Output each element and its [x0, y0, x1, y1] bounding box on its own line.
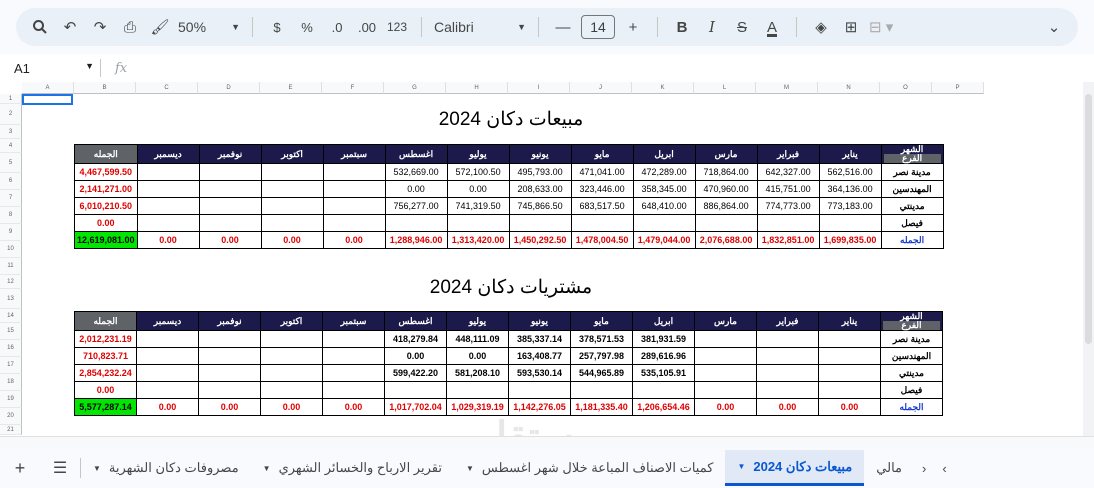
column-header-cell[interactable]: اغسطس	[385, 312, 447, 331]
month-total-cell[interactable]: 1,479,044.00	[633, 232, 695, 249]
data-cell[interactable]: 745,866.50	[509, 198, 571, 215]
month-total-cell[interactable]: 1,017,702.04	[385, 399, 447, 416]
zoom-select[interactable]	[178, 14, 240, 40]
all-sheets-menu-icon[interactable]: ☰	[52, 460, 68, 477]
borders-icon[interactable]: ⊞	[844, 19, 858, 36]
chevron-down-icon: ▼	[737, 462, 746, 471]
row-header[interactable]: 15	[0, 323, 22, 340]
totals-label-cell[interactable]: الجمله	[881, 232, 943, 249]
data-cell[interactable]	[757, 331, 819, 348]
name-box[interactable]	[0, 61, 100, 76]
data-cell[interactable]	[695, 382, 757, 399]
data-cell[interactable]	[199, 198, 261, 215]
row-header[interactable]: 10	[0, 241, 22, 258]
month-total-cell[interactable]: 1,313,420.00	[447, 232, 509, 249]
row-header[interactable]: 19	[0, 391, 22, 408]
data-cell[interactable]	[323, 215, 385, 232]
column-header[interactable]: A	[22, 82, 74, 94]
italic-button[interactable]: I	[709, 18, 715, 36]
data-cell[interactable]	[261, 348, 323, 365]
vertical-scrollbar[interactable]	[1083, 82, 1094, 436]
column-header-cell[interactable]: اكتوبر	[261, 145, 323, 164]
data-cell[interactable]	[261, 382, 323, 399]
data-cell[interactable]: 544,965.89	[571, 365, 633, 382]
font-size-decrease-button[interactable]: —	[555, 18, 571, 36]
corner-cell[interactable]	[881, 145, 943, 164]
sales-title: مبيعات دكان 2024	[438, 109, 584, 130]
data-cell[interactable]	[757, 382, 819, 399]
sheet-tabs-bar	[0, 448, 1094, 488]
tab-financial[interactable]	[864, 450, 914, 486]
font-size-input[interactable]: 14	[581, 15, 615, 39]
table-row	[75, 164, 944, 181]
row-header[interactable]: 3	[0, 125, 22, 139]
row-header[interactable]: 5	[0, 153, 22, 173]
data-cell[interactable]: 532,669.00	[385, 164, 447, 181]
data-cell[interactable]: 581,208.10	[447, 365, 509, 382]
chevron-down-icon: ▼	[231, 22, 240, 32]
column-header-cell[interactable]: نوفمبر	[199, 312, 261, 331]
divider	[538, 17, 539, 37]
tab-profit-loss[interactable]	[251, 450, 454, 486]
data-cell[interactable]	[819, 348, 881, 365]
column-header-cell[interactable]: مايو	[571, 312, 633, 331]
month-total-cell[interactable]: 0.00	[323, 399, 385, 416]
data-cell[interactable]: 593,530.14	[509, 365, 571, 382]
month-total-cell[interactable]: 1,288,946.00	[385, 232, 447, 249]
data-cell[interactable]	[199, 215, 261, 232]
column-header[interactable]: L	[694, 82, 756, 94]
add-sheet-button[interactable]: +	[14, 457, 26, 478]
column-header-cell[interactable]: يوليو	[447, 145, 509, 164]
data-cell[interactable]	[261, 164, 323, 181]
row-header[interactable]: 11	[0, 258, 22, 275]
font-name: Calibri	[434, 19, 474, 35]
row-header[interactable]: 20	[0, 408, 22, 425]
column-header-cell[interactable]: ابريل	[633, 312, 695, 331]
branch-cell[interactable]: مدينتي	[881, 198, 943, 215]
row-header[interactable]: 17	[0, 357, 22, 374]
month-total-cell[interactable]: 0.00	[261, 399, 323, 416]
data-cell[interactable]	[509, 382, 571, 399]
data-cell[interactable]: 886,864.00	[695, 198, 757, 215]
row-header[interactable]: 13	[0, 289, 22, 309]
data-cell[interactable]	[137, 331, 199, 348]
data-cell[interactable]: 756,277.00	[385, 198, 447, 215]
column-header[interactable]: B	[74, 82, 136, 94]
column-header-cell[interactable]: يونيو	[509, 145, 571, 164]
font-size-increase-button[interactable]: +	[628, 18, 638, 36]
collapse-toolbar-icon[interactable]: ⌄	[1047, 19, 1061, 36]
data-cell[interactable]	[695, 331, 757, 348]
table-row	[75, 382, 943, 399]
data-cell[interactable]	[137, 215, 199, 232]
tab-label: مبيعات دكان 2024	[753, 458, 853, 474]
column-header[interactable]: G	[384, 82, 446, 94]
data-cell[interactable]: 381,931.59	[633, 331, 695, 348]
row-header[interactable]: 6	[0, 173, 22, 190]
column-header-cell[interactable]: يوليو	[447, 312, 509, 331]
data-cell[interactable]: 495,793.00	[509, 164, 571, 181]
row-header[interactable]: 14	[0, 309, 22, 323]
data-cell[interactable]: 358,345.00	[633, 181, 695, 198]
month-total-cell[interactable]: 0.00	[323, 232, 385, 249]
month-total-cell[interactable]: 1,181,335.40	[571, 399, 633, 416]
tab-label: مصروفات دكان الشهرية	[108, 460, 239, 475]
row-header[interactable]: 12	[0, 275, 22, 289]
column-header[interactable]: J	[570, 82, 632, 94]
bold-button[interactable]: B	[676, 18, 688, 36]
paint-format-icon[interactable]: 🖌	[150, 19, 170, 36]
header-row	[75, 312, 943, 331]
data-cell[interactable]	[757, 348, 819, 365]
scroll-thumb[interactable]	[1085, 94, 1092, 344]
column-header-cell[interactable]: الجمله	[75, 145, 138, 164]
search-menus-icon[interactable]	[28, 14, 52, 40]
data-cell[interactable]: 471,041.00	[571, 164, 633, 181]
data-cell[interactable]	[323, 164, 385, 181]
toolbar	[16, 8, 1078, 46]
percent-format-button[interactable]: %	[301, 19, 313, 35]
data-cell[interactable]	[571, 382, 633, 399]
data-cell[interactable]: 0.00	[447, 348, 509, 365]
month-total-cell[interactable]: 1,699,835.00	[819, 232, 881, 249]
divider	[657, 17, 658, 37]
data-cell[interactable]	[323, 198, 385, 215]
grand-total-cell[interactable]: 12,619,081.00	[75, 232, 138, 249]
data-cell[interactable]	[137, 382, 199, 399]
data-cell[interactable]	[261, 198, 323, 215]
column-header-cell[interactable]: ديسمبر	[137, 312, 199, 331]
table-row	[75, 331, 943, 348]
scroll-tabs-left-icon[interactable]: ‹	[922, 460, 927, 476]
divider	[252, 17, 253, 37]
column-header-cell[interactable]: مارس	[695, 145, 757, 164]
currency-format-button[interactable]: $	[273, 19, 281, 35]
data-cell[interactable]	[199, 382, 261, 399]
data-cell[interactable]: 718,864.00	[695, 164, 757, 181]
column-header-cell[interactable]: سبتمبر	[323, 312, 385, 331]
column-header-cell[interactable]: مارس	[695, 312, 757, 331]
month-total-cell[interactable]: 0.00	[137, 399, 199, 416]
data-cell[interactable]: 642,327.00	[757, 164, 819, 181]
month-total-cell[interactable]: 1,142,276.05	[509, 399, 571, 416]
data-cell[interactable]: 364,136.00	[819, 181, 881, 198]
scroll-tabs-right-icon[interactable]: ›	[942, 460, 947, 476]
data-cell[interactable]: 323,446.00	[571, 181, 633, 198]
tab-label: تقرير الارباح والخسائر الشهري	[278, 460, 442, 475]
row-total-cell[interactable]: 2,854,232.24	[75, 365, 137, 382]
branch-cell[interactable]: مدينة نصر	[881, 164, 943, 181]
month-total-cell[interactable]: 0.00	[819, 399, 881, 416]
totals-row	[75, 232, 944, 249]
data-cell[interactable]	[695, 365, 757, 382]
data-cell[interactable]: 418,279.84	[385, 331, 447, 348]
fill-color-icon[interactable]: ◈	[815, 19, 827, 36]
row-header[interactable]: 2	[0, 104, 22, 125]
column-header-cell[interactable]: يونيو	[509, 312, 571, 331]
corner-cell[interactable]	[881, 312, 943, 331]
month-total-cell[interactable]: 1,478,004.50	[571, 232, 633, 249]
table-row	[75, 365, 943, 382]
redo-icon[interactable]: ↷	[93, 19, 107, 36]
column-header[interactable]: O	[880, 82, 932, 94]
data-cell[interactable]: 599,422.20	[385, 365, 447, 382]
row-total-cell[interactable]: 0.00	[75, 382, 137, 399]
data-cell[interactable]	[137, 164, 199, 181]
data-cell[interactable]: 378,571.53	[571, 331, 633, 348]
data-cell[interactable]: 448,111.09	[447, 331, 509, 348]
data-cell[interactable]	[819, 331, 881, 348]
row-total-cell[interactable]: 4,467,599.50	[75, 164, 138, 181]
column-header-cell[interactable]: الجمله	[75, 312, 137, 331]
table-row	[75, 198, 944, 215]
grand-total-cell[interactable]: 5,577,287.14	[75, 399, 137, 416]
data-cell[interactable]	[385, 215, 447, 232]
data-cell[interactable]	[509, 215, 571, 232]
data-cell[interactable]: 683,517.50	[571, 198, 633, 215]
undo-icon[interactable]: ↶	[63, 19, 77, 36]
data-cell[interactable]	[385, 382, 447, 399]
data-cell[interactable]: 415,751.00	[757, 181, 819, 198]
tab-quantities[interactable]	[454, 450, 725, 486]
header-row	[75, 145, 944, 164]
data-cell[interactable]: 208,633.00	[509, 181, 571, 198]
data-cell[interactable]	[819, 365, 881, 382]
data-cell[interactable]	[695, 215, 757, 232]
data-cell[interactable]	[633, 382, 695, 399]
month-total-cell[interactable]: 0.00	[199, 232, 261, 249]
month-total-cell[interactable]: 0.00	[261, 232, 323, 249]
column-header-cell[interactable]: نوفمبر	[199, 145, 261, 164]
divider	[796, 17, 797, 37]
data-cell[interactable]	[323, 365, 385, 382]
data-cell[interactable]	[447, 215, 509, 232]
sales-table	[74, 144, 944, 249]
data-cell[interactable]: 472,289.00	[633, 164, 695, 181]
row-header[interactable]: 1	[0, 94, 22, 104]
horizontal-scrollbar[interactable]	[0, 436, 1094, 448]
corner-month: الشهر	[900, 144, 924, 154]
column-header-cell[interactable]: ديسمبر	[137, 145, 199, 164]
row-total-cell[interactable]: 0.00	[75, 215, 138, 232]
month-total-cell[interactable]: 1,029,319.19	[447, 399, 509, 416]
corner-month: الشهر	[900, 311, 923, 321]
data-cell[interactable]: 572,100.50	[447, 164, 509, 181]
row-header[interactable]: 9	[0, 224, 22, 241]
data-cell[interactable]	[323, 348, 385, 365]
data-cell[interactable]	[757, 365, 819, 382]
totals-row	[75, 399, 943, 416]
data-cell[interactable]	[261, 365, 323, 382]
data-cell[interactable]: 648,410.00	[633, 198, 695, 215]
data-cell[interactable]	[199, 348, 261, 365]
data-cell[interactable]	[261, 215, 323, 232]
print-icon[interactable]: ⎙	[123, 18, 136, 36]
strikethrough-button[interactable]: S	[736, 18, 747, 36]
branch-cell[interactable]: فيصل	[881, 215, 943, 232]
column-header[interactable]: D	[198, 82, 260, 94]
data-cell[interactable]	[261, 331, 323, 348]
text-color-button[interactable]: A	[766, 18, 777, 36]
column-header[interactable]: M	[756, 82, 818, 94]
data-cell[interactable]	[323, 331, 385, 348]
chevron-down-icon: ▼	[85, 60, 94, 71]
branch-cell[interactable]: المهندسين	[881, 348, 943, 365]
data-cell[interactable]: 773,183.00	[819, 198, 881, 215]
table-row	[75, 348, 943, 365]
data-cell[interactable]	[633, 215, 695, 232]
data-cell[interactable]	[137, 365, 199, 382]
data-cell[interactable]: 0.00	[385, 181, 447, 198]
divider	[421, 17, 422, 37]
data-cell[interactable]	[137, 198, 199, 215]
data-cell[interactable]	[137, 181, 199, 198]
data-cell[interactable]	[261, 181, 323, 198]
data-cell[interactable]: 163,408.77	[509, 348, 571, 365]
column-header-cell[interactable]: يناير	[819, 145, 881, 164]
chevron-down-icon: ▼	[465, 463, 474, 473]
row-total-cell[interactable]: 2,141,271.00	[75, 181, 138, 198]
data-cell[interactable]	[323, 181, 385, 198]
sheet-grid[interactable]	[0, 82, 1083, 436]
month-total-cell[interactable]: 2,076,688.00	[695, 232, 757, 249]
increase-decimal-button[interactable]: .00	[357, 19, 377, 35]
fx-icon: fx	[115, 60, 128, 76]
data-cell[interactable]	[199, 181, 261, 198]
month-total-cell[interactable]: 0.00	[199, 399, 261, 416]
column-header-cell[interactable]: اكتوبر	[261, 312, 323, 331]
tab-label: مالي	[876, 460, 903, 475]
data-cell[interactable]: 535,105.91	[633, 365, 695, 382]
row-header[interactable]: 7	[0, 190, 22, 207]
decrease-decimal-button[interactable]: .0	[331, 19, 343, 35]
column-header[interactable]: H	[446, 82, 508, 94]
column-header[interactable]: F	[322, 82, 384, 94]
month-total-cell[interactable]: 1,832,851.00	[757, 232, 819, 249]
chevron-down-icon: ▼	[262, 463, 271, 473]
cell-reference: A1	[14, 60, 30, 76]
selected-cell-a1[interactable]	[22, 94, 73, 105]
more-formats-button[interactable]: 123	[386, 20, 408, 34]
tab-label: كميات الاصناف المباعة خلال شهر اغسطس	[481, 460, 714, 475]
purchases-title: مشتريات دكان 2024	[429, 277, 593, 298]
row-header[interactable]: 16	[0, 340, 22, 357]
data-cell[interactable]	[571, 215, 633, 232]
column-header-cell[interactable]: سبتمبر	[323, 145, 385, 164]
column-header-cell[interactable]: فبراير	[757, 145, 819, 164]
data-cell[interactable]: 289,616.96	[633, 348, 695, 365]
row-header[interactable]: 4	[0, 139, 22, 153]
data-cell[interactable]	[137, 348, 199, 365]
month-total-cell[interactable]: 1,206,654.46	[633, 399, 695, 416]
column-header[interactable]: K	[632, 82, 694, 94]
data-cell[interactable]	[819, 382, 881, 399]
table-row	[75, 215, 944, 232]
branch-cell[interactable]: مدينة نصر	[881, 331, 943, 348]
data-cell[interactable]: 562,516.00	[819, 164, 881, 181]
table-row	[75, 181, 944, 198]
month-total-cell[interactable]: 1,450,292.50	[509, 232, 571, 249]
branch-cell[interactable]: المهندسين	[881, 181, 943, 198]
row-header[interactable]: 21	[0, 425, 22, 435]
data-cell[interactable]: 741,319.50	[447, 198, 509, 215]
data-cell[interactable]: 774,773.00	[757, 198, 819, 215]
branch-cell[interactable]: مدينتي	[881, 365, 943, 382]
column-header[interactable]: I	[508, 82, 570, 94]
chevron-down-icon: ▼	[517, 22, 526, 32]
data-cell[interactable]	[447, 382, 509, 399]
data-cell[interactable]: 0.00	[385, 348, 447, 365]
column-header-cell[interactable]: اغسطس	[385, 145, 447, 164]
tab-expenses[interactable]	[81, 450, 251, 486]
data-cell[interactable]	[199, 164, 261, 181]
data-cell[interactable]	[695, 348, 757, 365]
row-total-cell[interactable]: 2,012,231.19	[75, 331, 137, 348]
purchases-table	[74, 311, 943, 416]
formula-input[interactable]	[137, 58, 1094, 78]
data-cell[interactable]	[819, 215, 881, 232]
branch-cell[interactable]: فيصل	[881, 382, 943, 399]
data-cell[interactable]	[323, 382, 385, 399]
column-header[interactable]: N	[818, 82, 880, 94]
data-cell[interactable]: 385,337.14	[509, 331, 571, 348]
corner-branch: الفرع	[883, 321, 940, 330]
font-select[interactable]	[434, 14, 526, 40]
tab-sales-2024[interactable]	[725, 450, 864, 486]
row-header[interactable]: 8	[0, 207, 22, 224]
column-header-cell[interactable]: يناير	[819, 312, 881, 331]
data-cell[interactable]	[199, 331, 261, 348]
column-header-cell[interactable]: ابريل	[633, 145, 695, 164]
column-header-cell[interactable]: مايو	[571, 145, 633, 164]
column-header[interactable]: C	[136, 82, 198, 94]
column-header[interactable]: P	[932, 82, 984, 94]
month-total-cell[interactable]: 0.00	[695, 399, 757, 416]
zoom-value: 50%	[178, 19, 207, 35]
row-total-cell[interactable]: 710,823.71	[75, 348, 137, 365]
data-cell[interactable]	[199, 365, 261, 382]
column-header[interactable]: E	[260, 82, 322, 94]
data-cell[interactable]: 470,960.00	[695, 181, 757, 198]
totals-label-cell[interactable]: الجمله	[881, 399, 943, 416]
merge-cells-icon[interactable]: ⊟ ▾	[869, 19, 894, 36]
data-cell[interactable]: 257,797.98	[571, 348, 633, 365]
data-cell[interactable]	[757, 215, 819, 232]
divider	[100, 59, 101, 77]
row-header[interactable]: 18	[0, 374, 22, 391]
formula-bar	[0, 54, 1094, 82]
month-total-cell[interactable]: 0.00	[757, 399, 819, 416]
month-total-cell[interactable]: 0.00	[137, 232, 199, 249]
data-cell[interactable]: 0.00	[447, 181, 509, 198]
column-header-cell[interactable]: فبراير	[757, 312, 819, 331]
chevron-down-icon: ▼	[93, 463, 101, 473]
corner-branch: الفرع	[884, 154, 941, 163]
row-total-cell[interactable]: 6,010,210.50	[75, 198, 138, 215]
